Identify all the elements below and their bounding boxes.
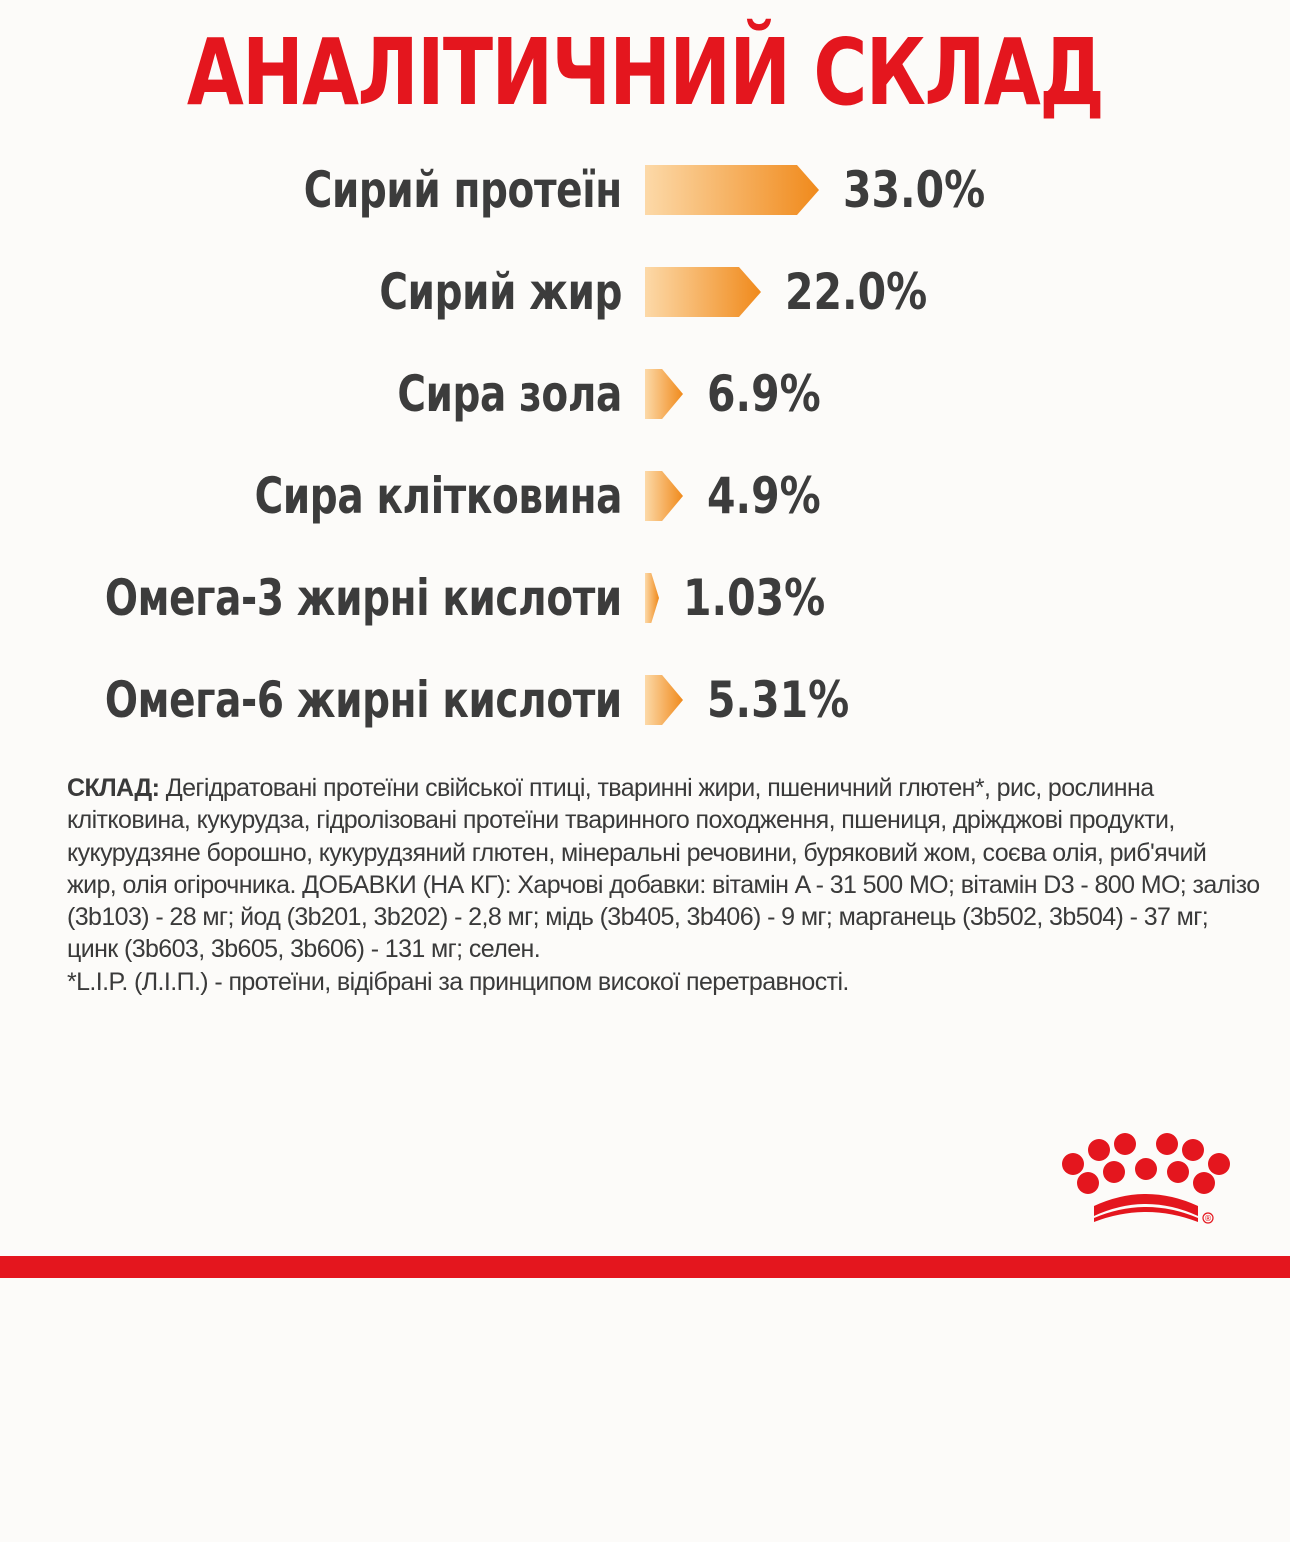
bar — [645, 369, 683, 419]
value-label: 1.03% — [683, 569, 826, 627]
bar — [645, 573, 659, 623]
category-label: Сирий протеїн — [303, 161, 622, 219]
crown-logo — [1058, 1130, 1234, 1226]
crown-icon — [1058, 1130, 1234, 1226]
composition-line: клітковина, кукурудза, гідролізовані протеїни тваринного походження, пшениця, дріжджові продукти, — [67, 806, 1175, 835]
category-label: Сира клітковина — [254, 467, 622, 525]
footnote: *L.I.P. (Л.І.П.) - протеїни, відібрані за принципом високої перетравності. — [67, 967, 849, 996]
bar — [645, 471, 683, 521]
registered-mark: ® — [1204, 1214, 1212, 1223]
category-label: Омега-3 жирні кислоти — [104, 569, 622, 627]
value-label: 33.0% — [843, 161, 986, 219]
analytical-composition-chart — [0, 0, 1290, 760]
composition-line: кукурудзяне борошно, кукурудзяний глютен, мінеральні речовини, буряковий жом, соєва олія, риб'ячий — [67, 838, 1207, 867]
composition-line: жир, олія огірочника. ДОБАВКИ (НА КГ): Харчові добавки: вітамін A - 31 500 МО; вітамін D3 - 800 МО; залізо — [67, 870, 1260, 899]
page-title: АНАЛІТИЧНИЙ СКЛАД — [186, 19, 1104, 126]
category-label: Омега-6 жирні кислоти — [104, 671, 622, 729]
composition-lead: СКЛАД: — [67, 774, 160, 802]
category-label: Сира зола — [397, 365, 622, 423]
bar — [645, 675, 683, 725]
composition-text — [67, 772, 1260, 998]
value-label: 6.9% — [707, 365, 821, 423]
bar — [645, 267, 761, 317]
composition-line: Дегідратовані протеїни свійської птиці, тваринні жири, пшеничний глютен*, рис, рослинна — [165, 774, 1154, 802]
value-label: 5.31% — [707, 671, 850, 729]
bar — [645, 165, 819, 215]
value-label: 22.0% — [785, 263, 928, 321]
bar-chart-svg — [0, 0, 1290, 760]
composition-line: цинк (3b603, 3b605, 3b606) - 131 мг; селен. — [67, 935, 541, 964]
bottom-red-band — [0, 1256, 1290, 1278]
value-label: 4.9% — [707, 467, 821, 525]
composition-line: (3b103) - 28 мг; йод (3b201, 3b202) - 2,8 мг; мідь (3b405, 3b406) - 9 мг; марганець (3b502, 3b504) - 37 мг; — [67, 903, 1209, 932]
category-label: Сирий жир — [379, 263, 622, 321]
